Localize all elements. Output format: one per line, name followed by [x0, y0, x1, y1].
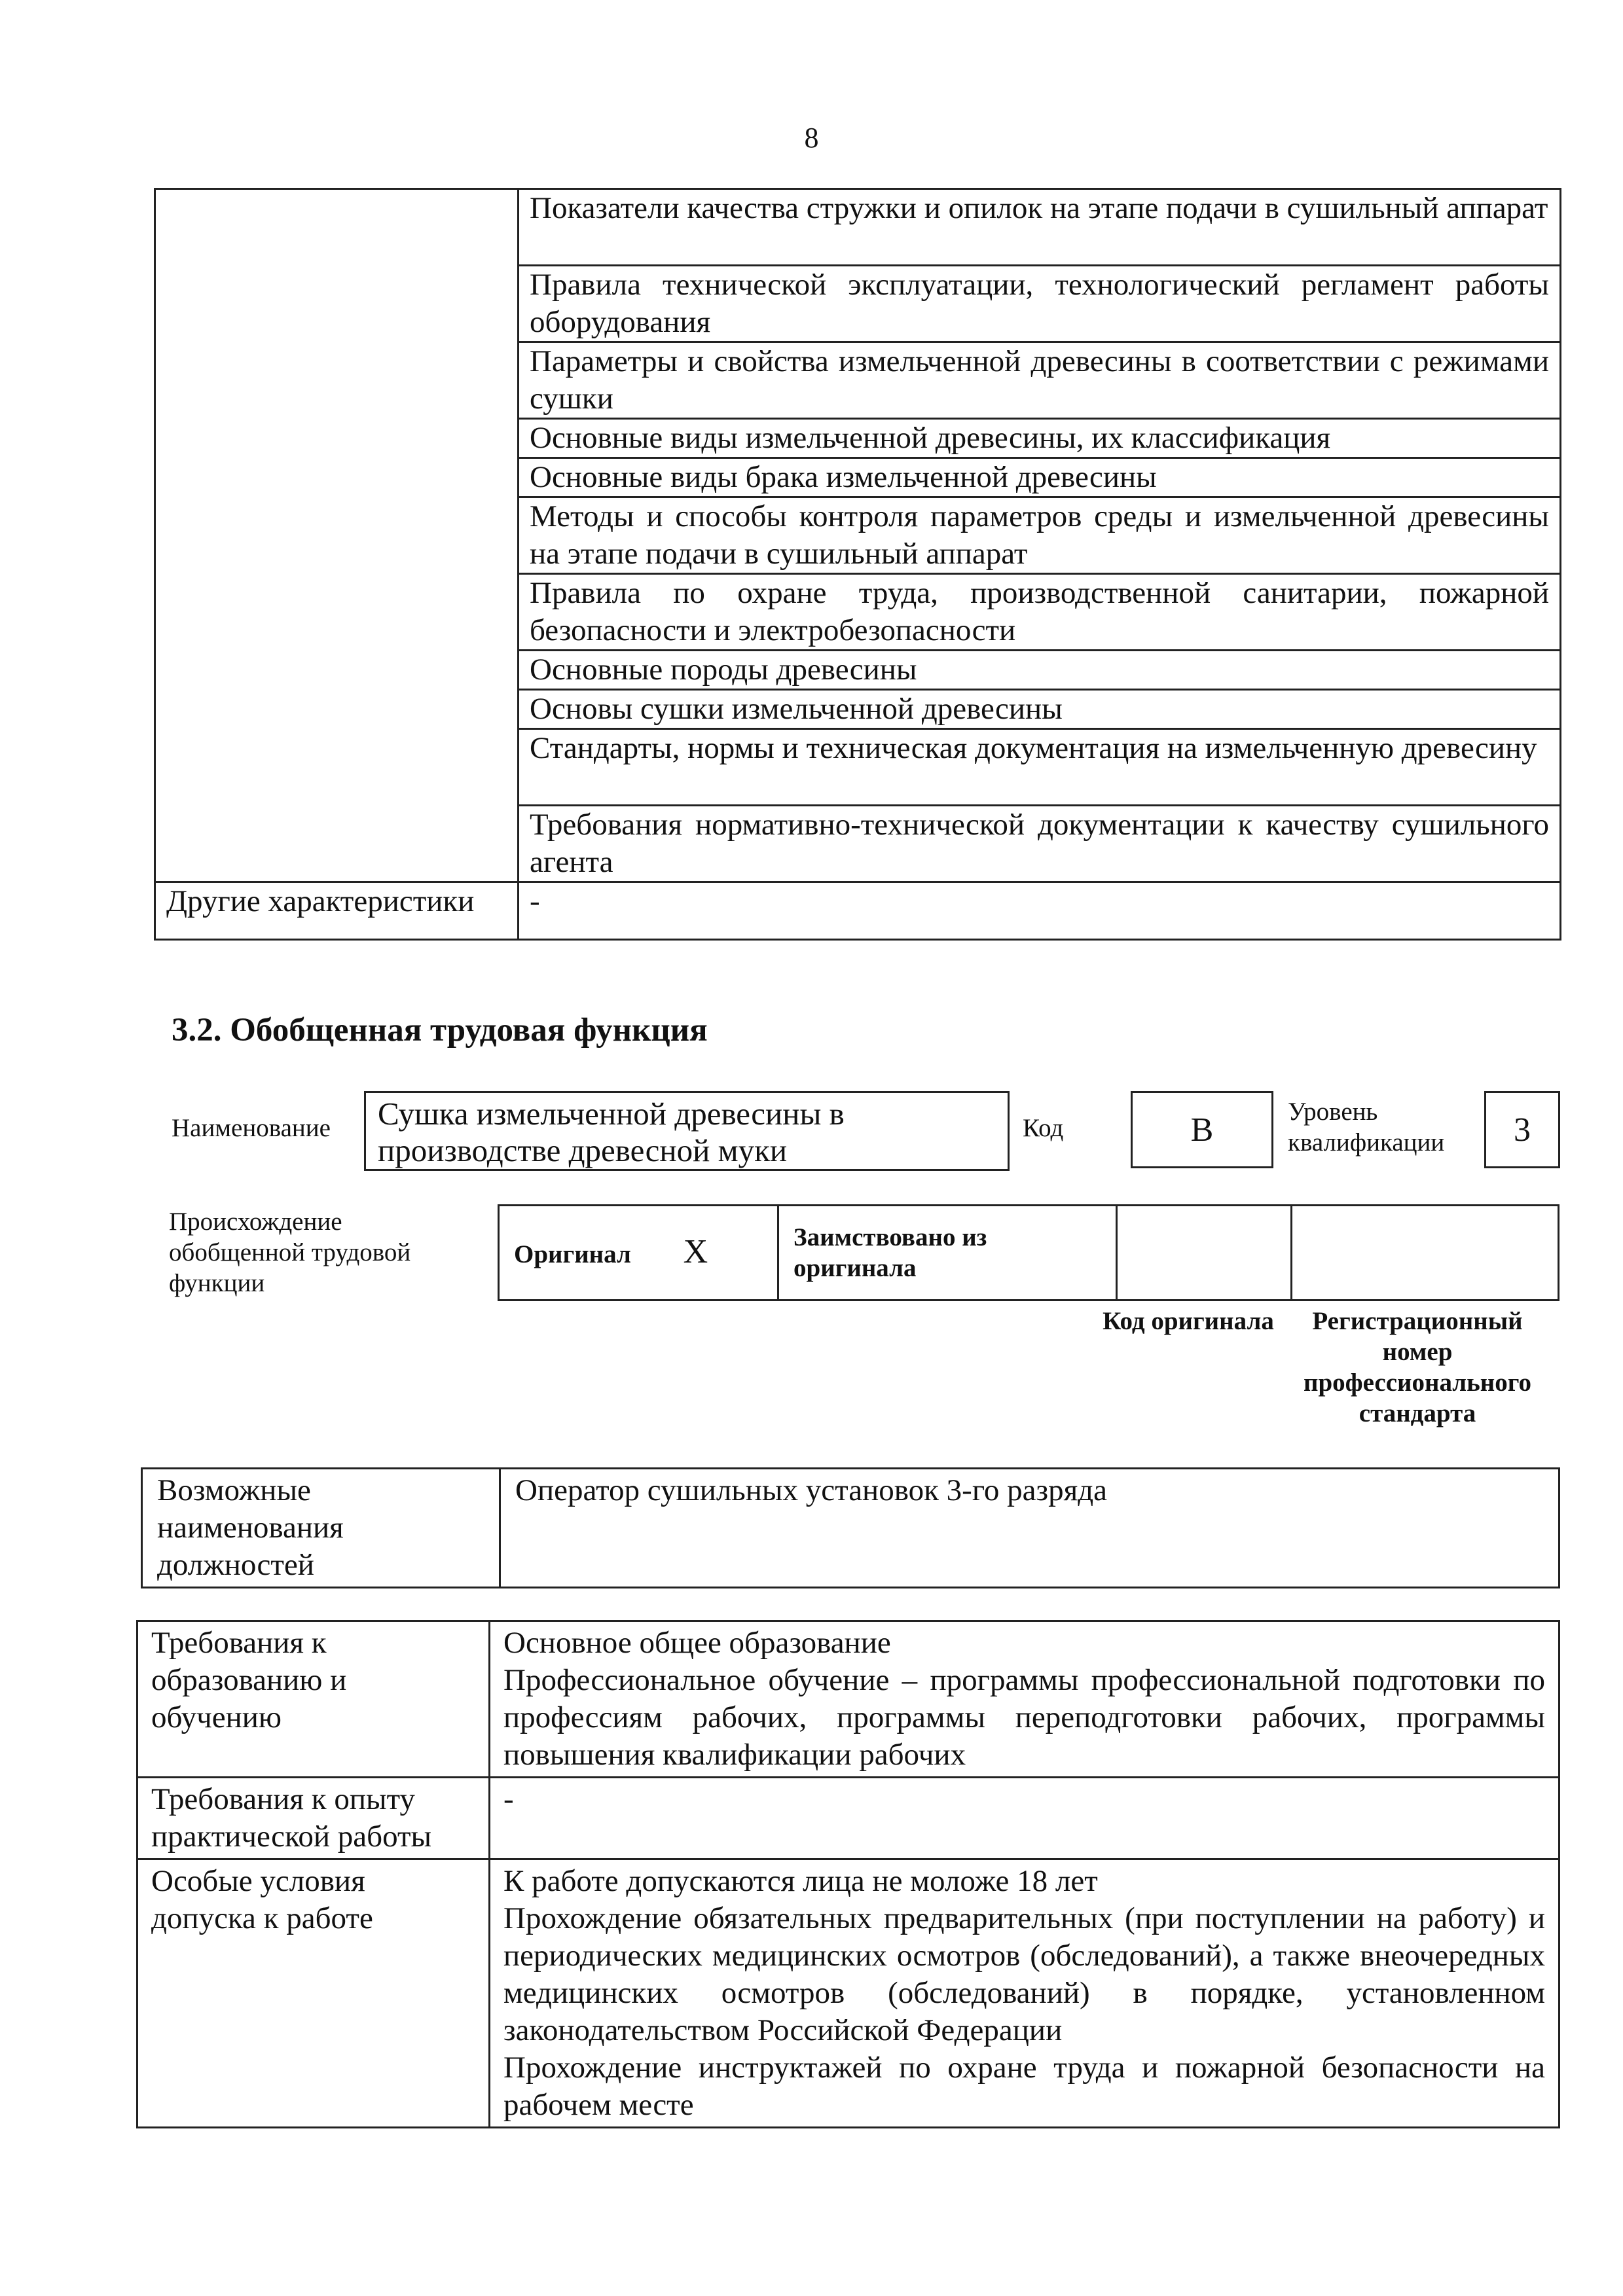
conditions-value	[490, 1859, 1559, 2128]
education-line: Профессиональное обучение – программы профессиональной подготовки по профессиям рабочих, программы переподготовки рабочих, программы повышения квалификации рабочих	[503, 1663, 1545, 1772]
knowledge-item: Стандарты, нормы и техническая документация на измельченную древесину	[519, 729, 1561, 806]
knowledge-label-cell	[155, 189, 519, 882]
origin-label: Происхождение обобщенной трудовой функции	[169, 1208, 411, 1297]
other-characteristics-value: -	[519, 882, 1561, 940]
original-code-caption: Код оригинала	[1103, 1307, 1274, 1335]
experience-value: -	[490, 1778, 1559, 1859]
positions-value: Оператор сушильных установок 3-го разряда	[500, 1469, 1559, 1588]
knowledge-item: Правила технической эксплуатации, технологический регламент работы оборудования	[519, 266, 1561, 342]
original-cell	[499, 1206, 778, 1300]
knowledge-item: Показатели качества стружки и опилок на этапе подачи в сушильный аппарат	[519, 189, 1561, 266]
experience-label: Требования к опыту практической работы	[137, 1778, 490, 1859]
conditions-label: Особые условия допуска к работе	[137, 1859, 490, 2128]
requirements-table	[136, 1620, 1560, 2128]
registration-number-cell	[1292, 1206, 1559, 1300]
name-label: Наименование	[172, 1114, 331, 1142]
education-value	[490, 1621, 1559, 1778]
page-number: 8	[804, 122, 819, 154]
section-heading: 3.2. Обобщенная трудовая функция	[172, 1012, 708, 1049]
knowledge-item: Основные виды брака измельченной древесины	[519, 458, 1561, 497]
qualification-level-value: 3	[1484, 1091, 1560, 1168]
knowledge-table	[154, 188, 1561, 941]
origin-table	[498, 1204, 1559, 1301]
other-characteristics-label: Другие характеристики	[155, 882, 519, 940]
knowledge-item: Методы и способы контроля параметров среды и измельченной древесины на этапе подачи в сушильный аппарат	[519, 497, 1561, 574]
knowledge-item: Основные породы древесины	[519, 651, 1561, 690]
code-label: Код	[1023, 1114, 1064, 1142]
conditions-line: Прохождение обязательных предварительных (при поступлении на работу) и периодических медицинских осмотров (обследований), а также внеочередных медицинских осмотров (обследований) в порядке, установленном законодательством Российской Федерации	[503, 1901, 1545, 2047]
original-mark: X	[683, 1232, 708, 1270]
positions-table	[141, 1467, 1560, 1588]
original-label: Оригинал	[514, 1240, 631, 1268]
education-line: Основное общее образование	[503, 1626, 891, 1660]
qualification-level-label: Уровень квалификации	[1288, 1098, 1445, 1157]
conditions-line: Прохождение инструктажей по охране труда и пожарной безопасности на рабочем месте	[503, 2051, 1545, 2122]
function-name-value: Сушка измельченной древесины в производстве древесной муки	[364, 1091, 1010, 1171]
original-code-cell	[1117, 1206, 1292, 1300]
knowledge-item: Основные виды измельченной древесины, их классификация	[519, 419, 1561, 458]
education-label: Требования к образованию и обучению	[137, 1621, 490, 1778]
knowledge-item: Параметры и свойства измельченной древесины в соответствии с режимами сушки	[519, 342, 1561, 419]
knowledge-item: Правила по охране труда, производственной санитарии, пожарной безопасности и электробезопасности	[519, 574, 1561, 651]
positions-label: Возможные наименования должностей	[142, 1469, 500, 1588]
code-value: B	[1131, 1091, 1273, 1168]
knowledge-item: Основы сушки измельченной древесины	[519, 690, 1561, 729]
registration-number-caption: Регистрационный номер профессионального стандарта	[1303, 1307, 1532, 1427]
conditions-line: К работе допускаются лица не моложе 18 лет	[503, 1864, 1098, 1898]
borrowed-label: Заимствовано из оригинала	[778, 1206, 1117, 1300]
knowledge-item: Требования нормативно-технической документации к качеству сушильного агента	[519, 806, 1561, 882]
